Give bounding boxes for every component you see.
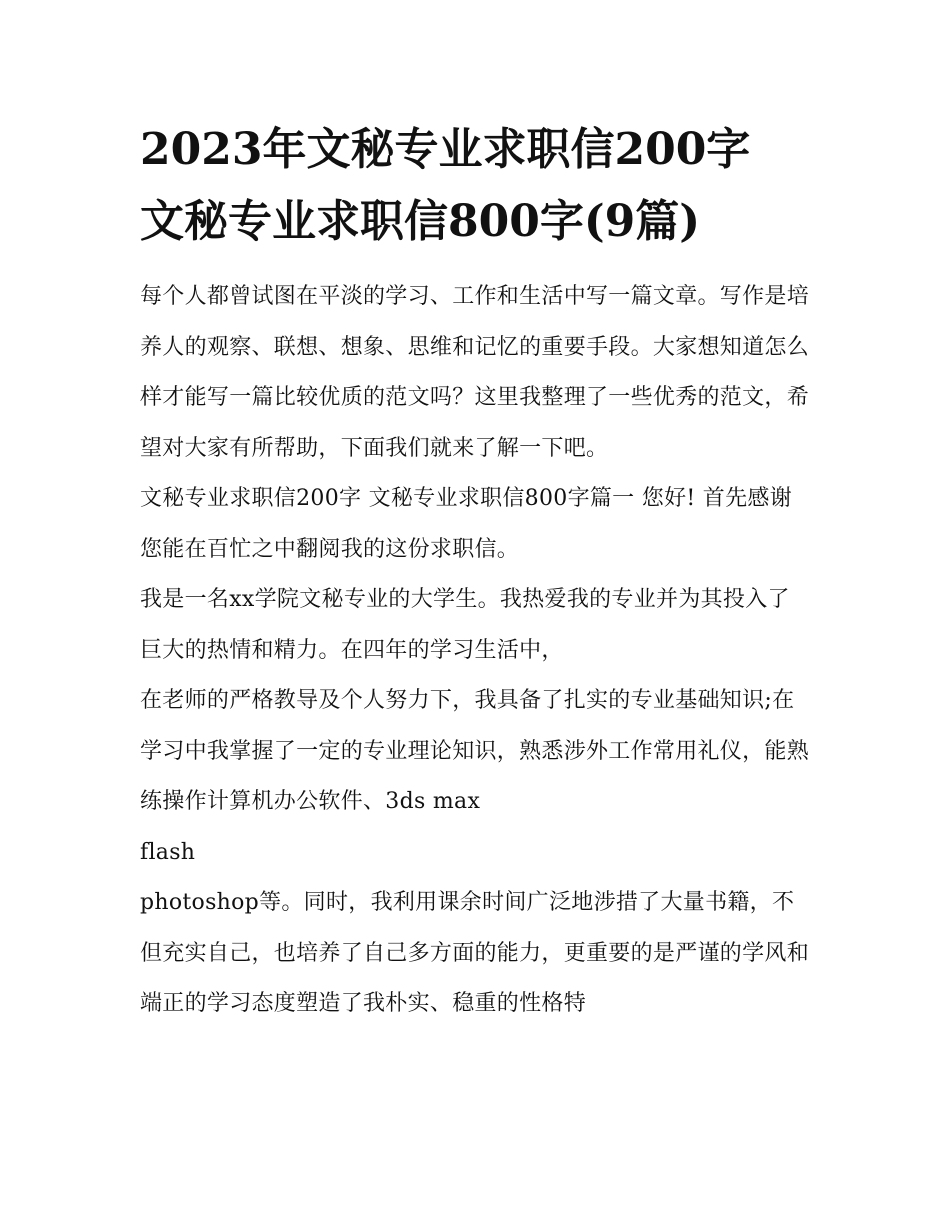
document-title <box>140 114 812 258</box>
paragraph-software-flash: flash <box>140 839 196 865</box>
paragraph-greeting: 文秘专业求职信200字 文秘专业求职信800字篇一 您好! 首先感谢您能在百忙之中翻阅我的这份求职信。 <box>140 486 793 562</box>
document-page <box>140 114 812 1030</box>
paragraph-intro: 每个人都曾试图在平淡的学习、工作和生活中写一篇文章。写作是培养人的观察、联想、想象、思维和记忆的重要手段。大家想知道怎么样才能写一篇比较优质的范文吗？这里我整理了一些优秀的范文，希望对大家有所帮助，下面我们就来了解一下吧。 <box>140 284 810 461</box>
title-line-2: 文秘专业求职信800字(9篇) <box>140 196 701 247</box>
paragraph-self-intro: 我是一名xx学院文秘专业的大学生。我热爱我的专业并为其投入了巨大的热情和精力。在四年的学习生活中， <box>140 587 790 663</box>
paragraph-extracurricular: photoshop等。同时，我利用课余时间广泛地涉措了大量书籍，不但充实自己，也培养了自己多方面的能力，更重要的是严谨的学风和端正的学习态度塑造了我朴实、稳重的性格特 <box>140 890 810 1016</box>
title-line-1: 2023年文秘专业求职信200字 <box>140 124 751 175</box>
paragraph-skills: 在老师的严格教导及个人努力下，我具备了扎实的专业基础知识;在学习中我掌握了一定的专业理论知识，熟悉涉外工作常用礼仪，能熟练操作计算机办公软件、3ds max <box>140 688 810 814</box>
